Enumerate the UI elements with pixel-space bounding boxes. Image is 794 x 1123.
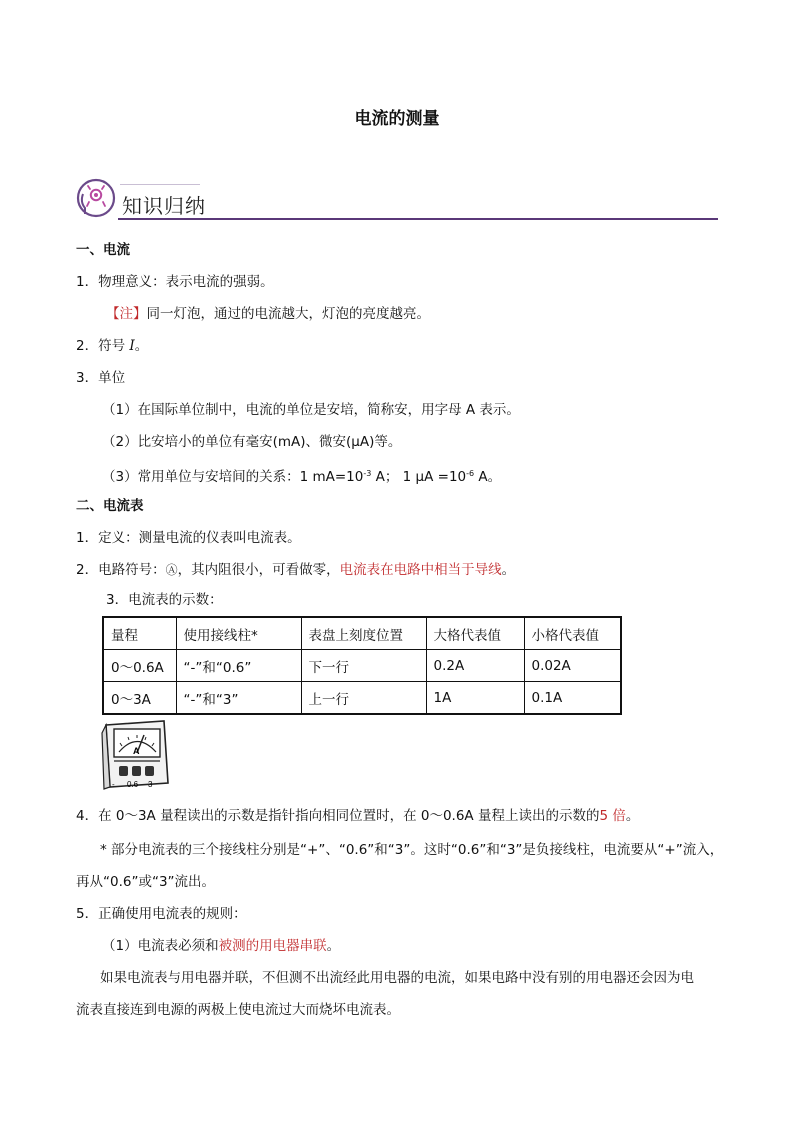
page-title: 电流的测量 xyxy=(354,109,440,129)
rule1-text: （1）电流表必须和 xyxy=(102,938,219,954)
unit3-exponent-2: -6 xyxy=(466,469,475,478)
rule1-end: 。 xyxy=(326,938,341,954)
section2-item4 xyxy=(76,806,639,826)
note-tag: 【注】 xyxy=(106,306,147,322)
item2-middle: ，其内阻很小，可看做零， xyxy=(177,562,340,578)
ammeter-symbol-icon: Ⓐ xyxy=(165,563,178,577)
dial-letter: A xyxy=(133,746,140,756)
table-header-cell: 量程 xyxy=(103,617,176,650)
unit-line-1: （1）在国际单位制中，电流的单位是安培，简称安，用字母 A 表示。 xyxy=(102,402,520,418)
table-cell: “-”和“3” xyxy=(176,682,301,715)
table-cell: 0.02A xyxy=(524,650,621,682)
section1-item1: 1．物理意义：表示电流的强弱。 xyxy=(76,274,274,290)
table-header-cell: 表盘上刻度位置 xyxy=(301,617,426,650)
unit-line-2: （2）比安培小的单位有毫安(mA)、微安(μA)等。 xyxy=(102,434,402,450)
item2-suffix: 。 xyxy=(134,338,149,354)
terminal-label-0.6: 0.6 xyxy=(127,780,139,789)
ammeter-range-table xyxy=(102,616,622,715)
table-header-cell: 小格代表值 xyxy=(524,617,621,650)
section1-item2 xyxy=(76,336,148,356)
terminal-label-3: 3 xyxy=(148,780,153,789)
table-cell: 1A xyxy=(426,682,524,715)
section-header xyxy=(76,178,718,222)
section1-heading: 一、电流 xyxy=(76,242,130,258)
footnote-line-1: * 部分电流表的三个接线柱分别是“+”、“0.6”和“3”。这时“0.6”和“3”是负接线柱，电流要从“+”流入， xyxy=(100,842,724,858)
unit3-exponent-1: -3 xyxy=(363,469,372,478)
table-header-cell: 使用接线柱* xyxy=(176,617,301,650)
item2-highlight: 电流表在电路中相当于导线 xyxy=(339,562,502,578)
table-cell: “-”和“0.6” xyxy=(176,650,301,682)
item2-end: 。 xyxy=(501,562,516,578)
paragraph-line-1: 如果电流表与用电器并联，不但测不出流经此用电器的电流，如果电路中没有别的用电器还会因为电 xyxy=(100,970,694,986)
table-row xyxy=(103,682,621,715)
table-cell: 0～0.6A xyxy=(103,650,176,682)
current-symbol: I xyxy=(129,338,135,354)
table-cell: 下一行 xyxy=(301,650,426,682)
section-header-rule xyxy=(118,218,718,220)
unit3-part-b: A； 1 μA =10 xyxy=(371,469,467,485)
paragraph-line-2: 流表直接连到电源的两极上使电流过大而烧坏电流表。 xyxy=(76,1002,400,1018)
ammeter-illustration xyxy=(100,719,172,791)
section1-note xyxy=(106,304,430,324)
section1-item3: 3．单位 xyxy=(76,370,126,386)
section2-item2 xyxy=(76,560,515,580)
table-cell: 0.1A xyxy=(524,682,621,715)
footnote-line-2: 再从“0.6”或“3”流出。 xyxy=(76,874,216,890)
item4-end: 。 xyxy=(625,808,640,824)
unit3-part-a: （3）常用单位与安培间的关系：1 mA=10 xyxy=(102,469,364,485)
table-cell: 0.2A xyxy=(426,650,524,682)
note-text: 同一灯泡，通过的电流越大，灯泡的亮度越亮。 xyxy=(146,306,430,322)
section-header-label: 知识归纳 xyxy=(122,194,206,218)
item2-label: 2．电路符号： xyxy=(76,562,166,578)
section2-item3: 3．电流表的示数： xyxy=(106,592,223,608)
item2-prefix: 2．符号 xyxy=(76,338,130,354)
unit3-part-c: A。 xyxy=(474,469,502,485)
table-header-cell: 大格代表值 xyxy=(426,617,524,650)
section2-heading: 二、电流表 xyxy=(76,498,144,514)
rule-1 xyxy=(102,936,340,956)
brain-head-icon xyxy=(76,178,116,220)
section2-item5: 5．正确使用电流表的规则： xyxy=(76,906,247,922)
header-overline xyxy=(120,184,200,185)
terminal-label-negative: - xyxy=(112,780,115,789)
table-row xyxy=(103,650,621,682)
rule1-highlight: 被测的用电器串联 xyxy=(218,938,327,954)
section2-item1: 1．定义：测量电流的仪表叫电流表。 xyxy=(76,530,301,546)
table-cell: 0～3A xyxy=(103,682,176,715)
item4-text: 4．在 0～3A 量程读出的示数是指针指向相同位置时，在 0～0.6A 量程上读出的示数的 xyxy=(76,808,600,824)
table-cell: 上一行 xyxy=(301,682,426,715)
table-header-row xyxy=(103,617,621,650)
unit-line-3 xyxy=(102,464,501,487)
item4-highlight: 5 倍 xyxy=(599,808,626,824)
